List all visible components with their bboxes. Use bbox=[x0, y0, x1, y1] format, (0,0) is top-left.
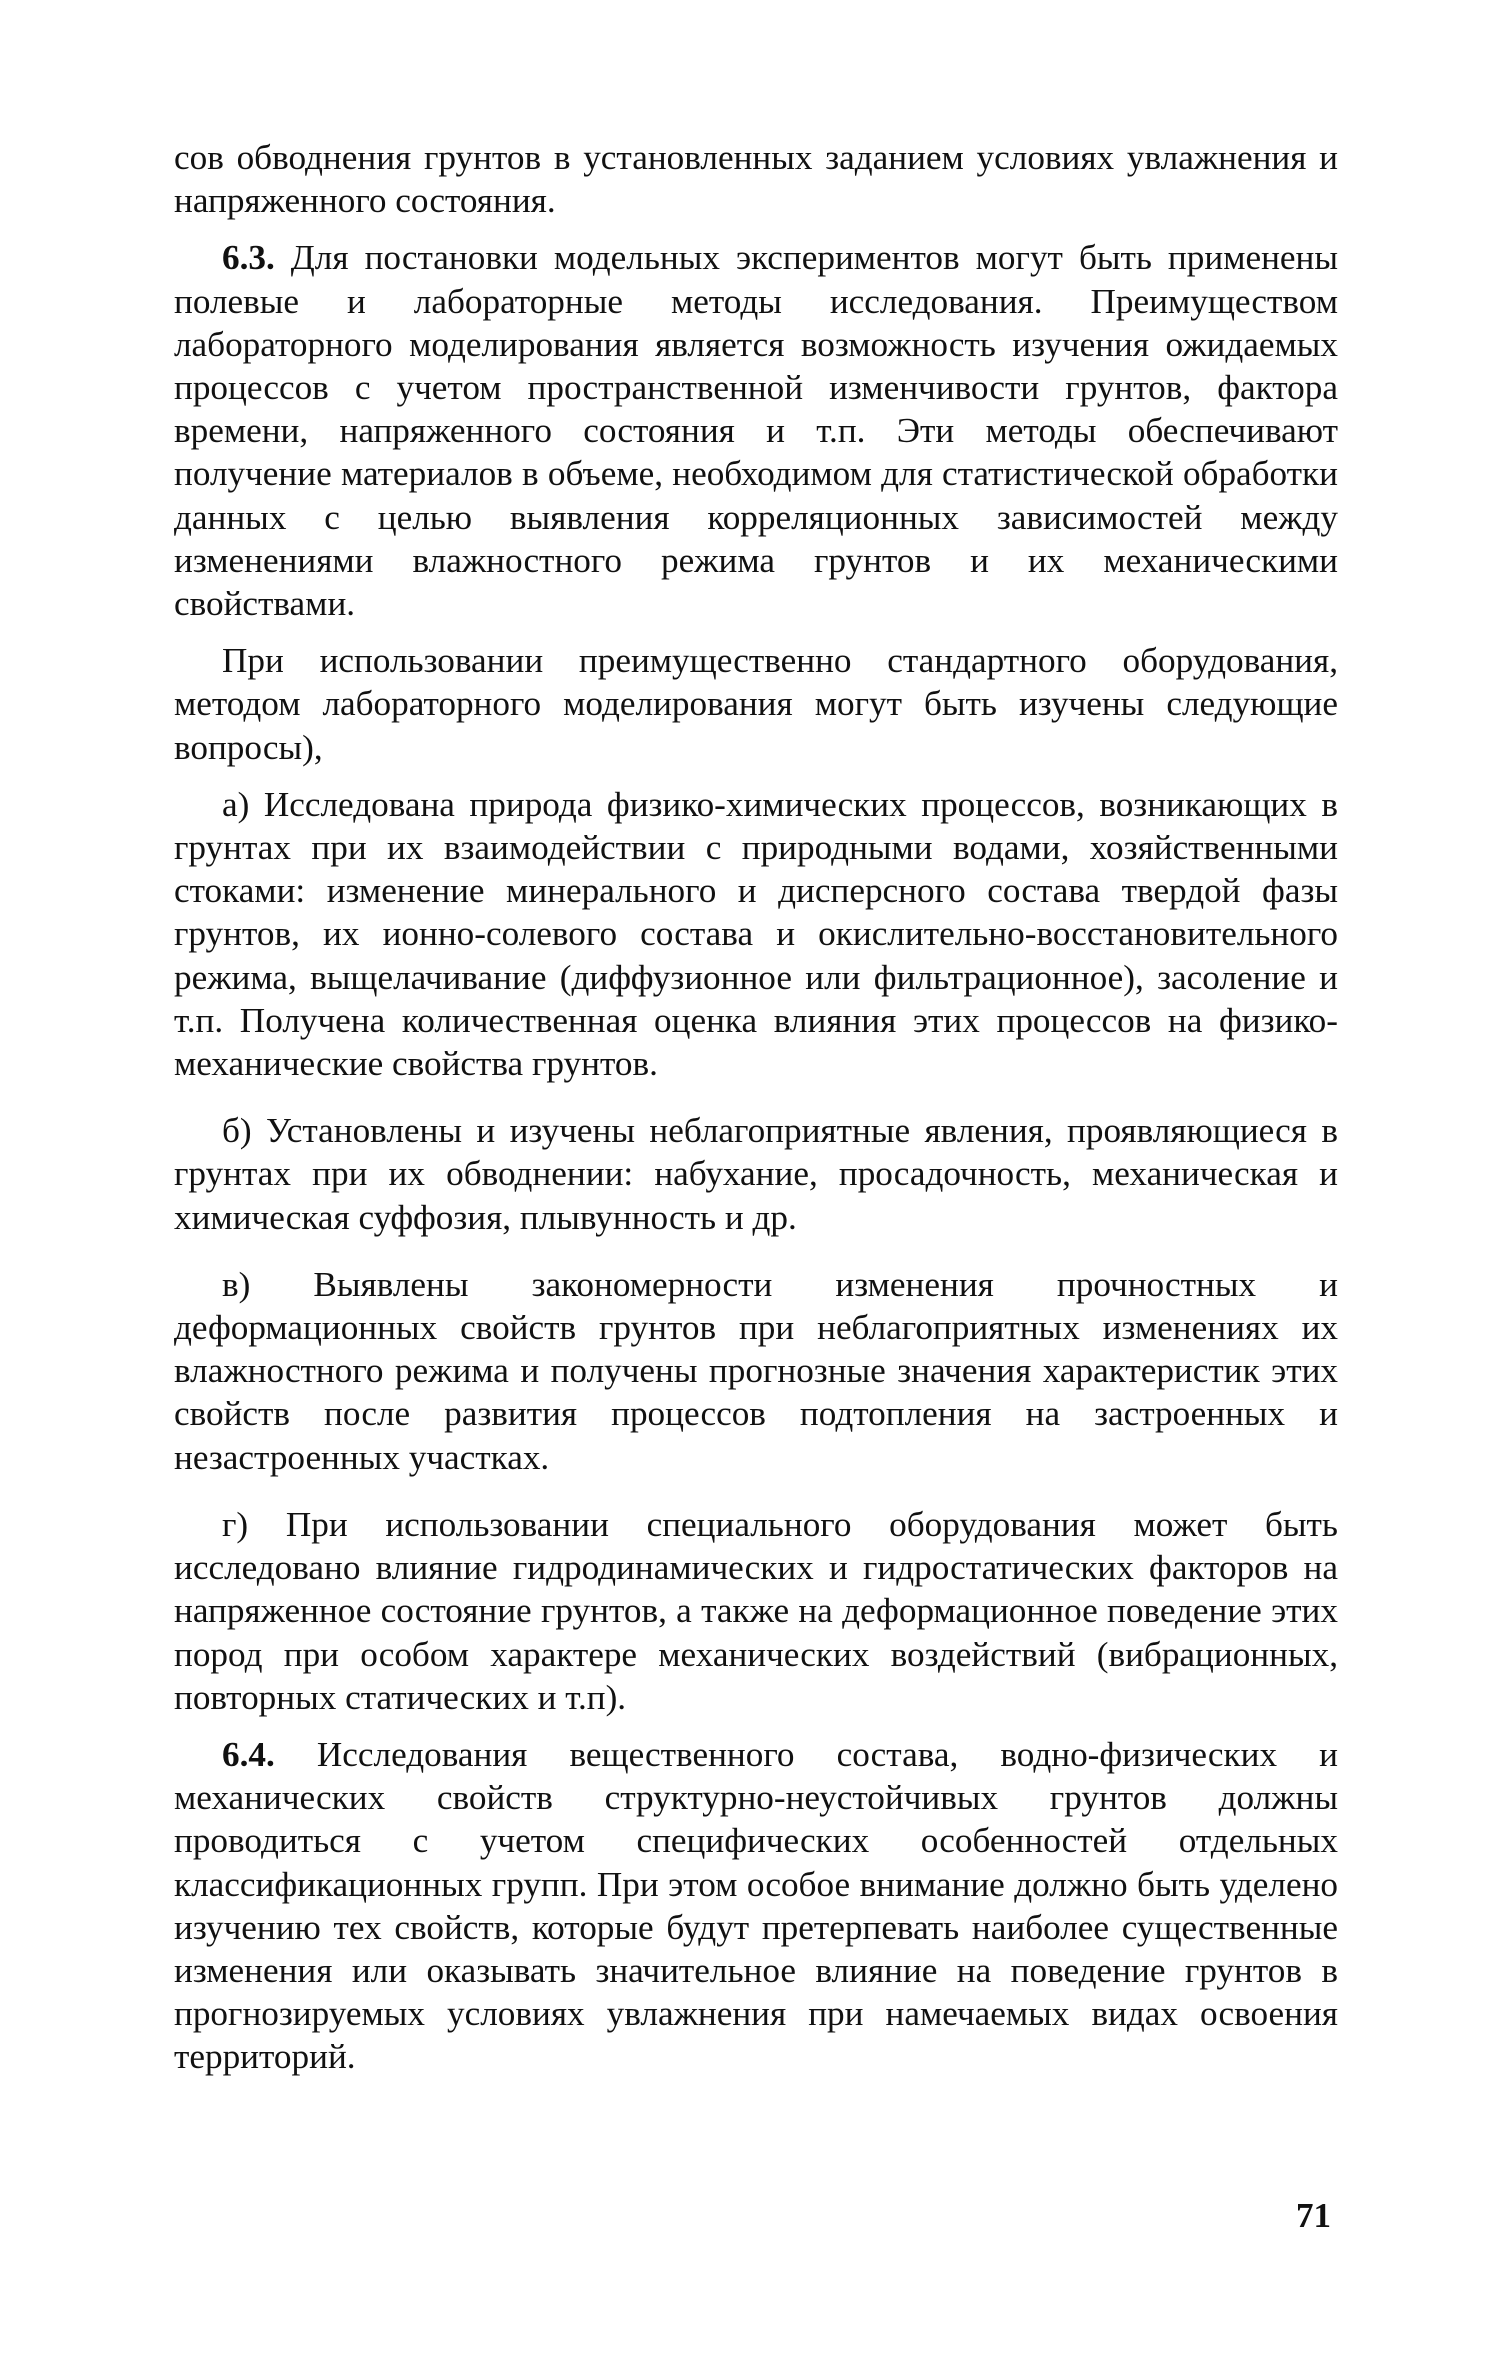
list-item-g bbox=[174, 1503, 1338, 1719]
paragraph-text: в) Выявлены закономерности изменения прочностных и деформационных свойств грунтов при неблагоприятных изменениях их влажностного режима и получены прогнозные значения характеристик этих свойств после развития процессов подтопления на застроенных и незастроенных участках. bbox=[174, 1264, 1338, 1477]
paragraph-text: Исследования вещественного состава, водно-физических и механических свойств структурно-неустойчивых грунтов должны проводиться с учетом специфических особенностей отдельных классификационных групп. При этом особое внимание должно быть уделено изучению тех свойств, которые будут претерпевать наиболее существенные изменения или оказывать значительное влияние на поведение грунтов в прогнозируемых условиях увлажнения при намечаемых видах освоения территорий. bbox=[174, 1734, 1338, 2077]
paragraph-text: сов обводнения грунтов в установленных заданием условиях увлажнения и напряженного состояния. bbox=[174, 138, 1338, 221]
list-item-a bbox=[174, 783, 1338, 1085]
list-item-v bbox=[174, 1263, 1338, 1479]
list-item-b bbox=[174, 1109, 1338, 1239]
body-text bbox=[174, 136, 1338, 2079]
paragraph-lab-questions bbox=[174, 639, 1338, 769]
paragraph-text: б) Установлены и изучены неблагоприятные явления, проявляющиеся в грунтах при их обводнении: набухание, просадочность, механическая и химическая суффозия, плывунность и др. bbox=[174, 1111, 1338, 1237]
paragraph-6-3 bbox=[174, 236, 1338, 625]
section-number: 6.3. bbox=[222, 238, 275, 278]
page-number: 71 bbox=[1296, 2196, 1331, 2235]
paragraph-text: а) Исследована природа физико-химических процессов, возникающих в грунтах при их взаимодействии с природными водами, хозяйственными стоками: изменение минерального и дисперсного состава твердой фазы грунтов, их ионно-солевого состава и окислительно-восстановительного режима, выщелачивание (диффузионное или фильтрационное), засоление и т.п. Получена количественная оценка влияния этих процессов на физико-механические свойства грунтов. bbox=[174, 784, 1338, 1084]
paragraph-6-4 bbox=[174, 1733, 1338, 2079]
paragraph-text: г) При использовании специального оборудования может быть исследовано влияние гидродинамических и гидростатических факторов на напряженное состояние грунтов, а также на деформационное поведение этих пород при особом характере механических воздействий (вибрационных, повторных статических и т.п). bbox=[174, 1504, 1338, 1717]
paragraph-continuation bbox=[174, 136, 1338, 222]
paragraph-text: Для постановки модельных экспериментов могут быть применены полевые и лабораторные методы исследования. Преимуществом лабораторного моделирования является возможность изучения ожидаемых процессов с учетом пространственной изменчивости грунтов, фактора времени, напряженного состояния и т.п. Эти методы обеспечивают получение материалов в объеме, необходимом для статистической обработки данных с целью выявления корреляционных зависимостей между изменениями влажностного режима грунтов и их механическими свойствами. bbox=[174, 238, 1338, 624]
paragraph-text: При использовании преимущественно стандартного оборудования, методом лабораторного моделирования могут быть изучены следующие вопросы), bbox=[174, 641, 1338, 767]
section-number: 6.4. bbox=[222, 1734, 275, 1774]
